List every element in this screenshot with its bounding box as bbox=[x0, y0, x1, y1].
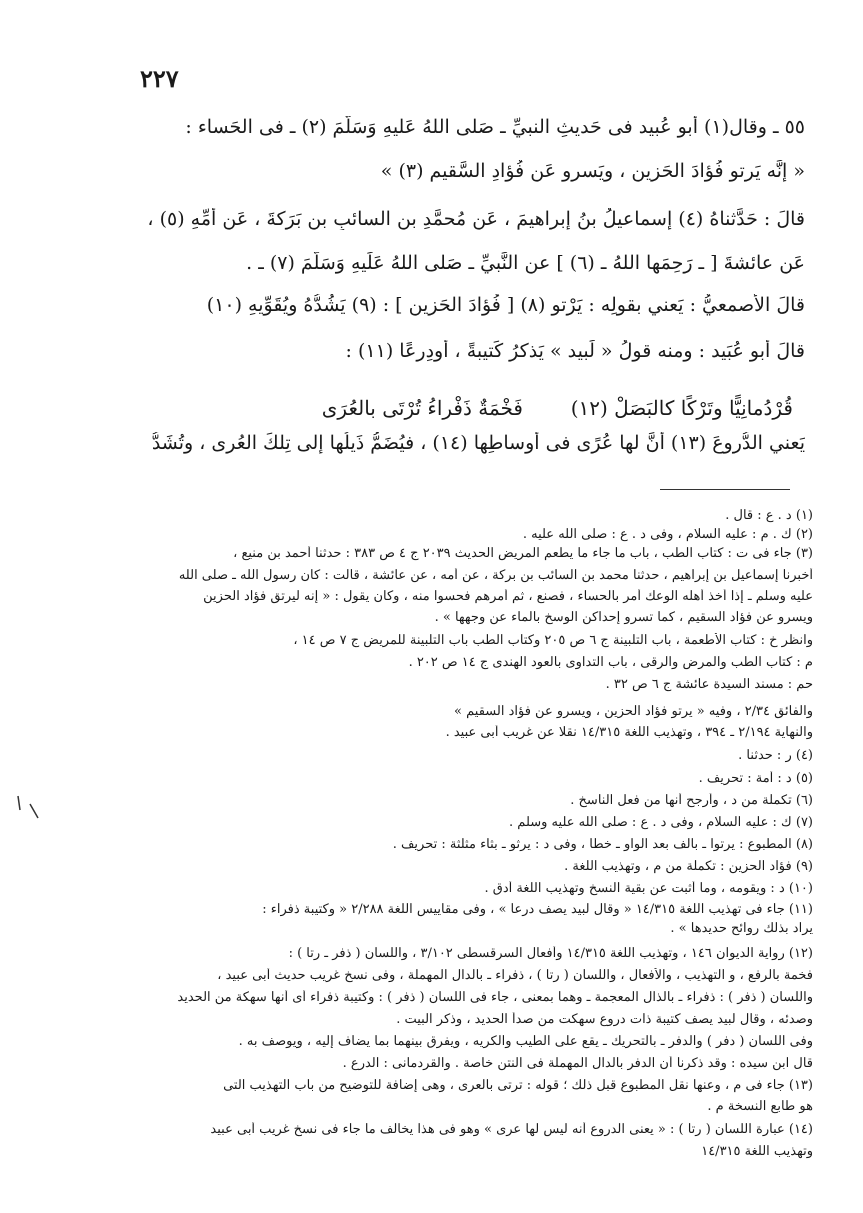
footnote-line: وانظر خ : كتاب الأطعمة ، باب التلبينة ج ٦ ص ٢٠٥ وكتاب الطب باب التلبينة للمريض ج ٧ ص ١٤ ، bbox=[293, 633, 813, 648]
footnote-line: م : كتاب الطب والمرض والرقى ، باب التداوى بالعود الهندى ج ١٤ ص ٢٠٢ . bbox=[408, 655, 813, 670]
pen-mark-icon bbox=[14, 792, 44, 832]
footnote-line: أخبرنا إسماعيل بن إبراهيم ، حدثنا محمد بن السائب بن بركة ، عن أمه ، عن عائشة ، قالت : كان رسول الله ـ صلى الله bbox=[178, 568, 813, 583]
footnote-line: (١٢) رواية الديوان ١٤٦ ، وتهذيب اللغة ١٤/٣١٥ وأفعال السرقسطى ٣/١٠٢ ، واللسان ( ذفر ـ رتا ) : bbox=[288, 946, 813, 961]
footnote-line: والفائق ٢/٣٤ ، وفيه « يرتو فؤاد الحزين ، ويسرو عن فؤاد السقيم » bbox=[454, 704, 813, 719]
footnote-line: (٨) المطبوع : يرتوا ـ بألف بعد الواو ـ خطأ ، وفى د : يرثو ـ بثاء مثلثة : تحريف . bbox=[392, 837, 813, 852]
footnote-line: (٤) ر : حدثنا . bbox=[738, 748, 813, 763]
footnote-line: واللسان ( ذفر ) : ذفراء ـ بالذال المعجمة ـ وهما بمعنى ، جاء فى اللسان ( ذفر ) : وكتيبة ذفراء أى أنها سهكة من الحديد bbox=[177, 990, 813, 1005]
main-line-1: ٥٥ ـ وقال(١) أبو عُبيد فى حَديثِ النبيِّ ـ صَلى اللهُ عَليهِ وَسَلَّمَ (٢) ـ فى الحَساء : bbox=[185, 116, 805, 138]
footnote-line: (٣) جاء فى ت : كتاب الطب ، باب ما جاء ما يطعم المريض الحديث ٢٠٣٩ ج ٤ ص ٣٨٣ : حدثنا أحمد بن منيع ، bbox=[233, 546, 813, 561]
main-line-5: قالَ الأَصمعيُّ : يَعني بقولِه : يَرْتو (٨) [ فُؤادَ الحَزينِ ] : (٩) يَشُدُّهُ ويُقَوِّيهِ (١٠) bbox=[206, 294, 805, 316]
footnote-line: فخمة بالرفع ، و التهذيب ، والأفعال ، واللسان ( رتا ) ، ذفراء ـ بالدال المهملة ، وفى نسخ غريب حديث أبى عبيد ، bbox=[217, 968, 813, 983]
footnote-separator bbox=[660, 489, 790, 490]
margin-pen-mark bbox=[14, 792, 44, 837]
footnote-line: (٦) تكملة من د ، وأرجح أنها من فعل الناسخ . bbox=[570, 793, 813, 808]
footnote-line: يراد بذلك روائح حديدها » . bbox=[670, 921, 813, 936]
footnote-line: ويسرو عن فؤاد السقيم ، كما تسرو إحداكن الوسخ بالماء عن وجهها » . bbox=[434, 610, 813, 625]
footnote-line: (٩) فؤاد الحزين : تكملة من م ، وتهذيب اللغة . bbox=[564, 859, 813, 874]
main-line-3: قالَ : حَدَّثناهُ (٤) إسماعيلُ بنُ إبراهيمَ ، عَن مُحمَّدِ بنِ السائبِ بنِ بَرَكةَ ، عَن أُمِّهِ (٥) ، bbox=[147, 208, 805, 230]
main-line-4: عَن عائشةَ [ ـ رَحِمَها اللهُ ـ (٦) ] عن النَّبيِّ ـ صَلى اللهُ عَلَيهِ وَسَلَّمَ (٧) ـ . bbox=[246, 252, 805, 274]
footnote-line: (١٤) عبارة اللسان ( رتا ) : « يعنى الدروع أنه ليس لها عرى » وهو فى هذا يخالف ما جاء فى نسخ غريب أبى عبيد bbox=[210, 1122, 813, 1137]
footnote-line: (١٣) جاء فى م ، وعنها نقل المطبوع قبل ذلك ؛ قوله : ترتى بالعرى ، وهى إضافة للتوضيح من باب التهذيب التى bbox=[223, 1078, 813, 1093]
footnote-line: حم : مسند السيدة عائشة ج ٦ ص ٣٢ . bbox=[605, 677, 813, 692]
main-line-2: « إنَّه يَرتو فُؤادَ الحَزينِ ، ويَسرو عَن فُؤادِ السَّقيمِ (٣) » bbox=[380, 160, 805, 182]
footnote-line: (٥) د : أمة : تحريف . bbox=[698, 771, 813, 786]
footnote-line: (١) د . ع : قال . bbox=[725, 508, 813, 523]
footnote-line: قال ابن سيده : وقد ذكرنا أن الدفر بالدال المهملة فى النتن خاصة . والقردمانى : الدرع . bbox=[342, 1056, 813, 1071]
footnote-line: وتهذيب اللغة ١٤/٣١٥ bbox=[701, 1144, 813, 1159]
footnote-line: (١٠) د : ويقومه ، وما أثبت عن بقية النسخ وتهذيب اللغة أدق . bbox=[484, 881, 813, 896]
footnote-line: عليه وسلم ـ إذا أخذ أهله الوعك أمر بالحساء ، فصنع ، ثم أمرهم فحسوا منه ، وكان يقول : « إنه ليرتق فؤاد الحزين bbox=[203, 589, 813, 604]
verse-second-hemistich: قُرْدُمانِيًّا وتَرْكًا كالبَصَلْ (١٢) bbox=[570, 396, 793, 420]
footnote-line: (٧) ك : عليه السلام ، وفى د . ع : صلى الله عليه وسلم . bbox=[509, 815, 813, 830]
footnote-line: وصدئه ، وقال لبيد يصف كتيبة ذات دروع سهكت من صدأ الحديد ، وذكر البيت . bbox=[396, 1012, 813, 1027]
page-number: ٢٢٧ bbox=[140, 64, 179, 93]
footnote-line: (٢) ك . م : عليه السلام ، وفى د . ع : صلى الله عليه . bbox=[522, 527, 813, 542]
footnote-line: والنهاية ٢/١٩٤ ـ ٣٩٤ ، وتهذيب اللغة ١٤/٣١٥ نقلا عن غريب أبى عبيد . bbox=[445, 725, 813, 740]
main-line-7: يَعني الدُّروعَ (١٣) أنَّ لها عُرًى فى أَوساطِها (١٤) ، فيُضَمُّ ذَيلُها إلى تِلكَ العُرى ، وتُشَدُّ bbox=[151, 432, 805, 454]
footnote-line: وفى اللسان ( دفر ) والدفر ـ بالتحريك ـ يقع على الطيب والكريه ، ويفرق بينهما بما يضاف إليه ، ويوصف به . bbox=[238, 1034, 813, 1049]
main-line-6: قالَ أبو عُبَيد : ومنه قولُ « لَبيد » يَذكرُ كَتيبةً ، أَودِرعًا (١١) : bbox=[345, 340, 805, 362]
footnote-line: (١١) جاء فى تهذيب اللغة ١٤/٣١٥ « وقال لبيد يصف درعا » ، وفى مقاييس اللغة ٢/٢٨٨ « وكتيبة ذفراء : bbox=[262, 902, 813, 917]
footnote-line: هو طابع النسخة م . bbox=[707, 1099, 813, 1114]
verse-first-hemistich: فَخْمَةٌ ذَفْراءُ تُرْتَى بالعُرَى bbox=[321, 396, 523, 420]
